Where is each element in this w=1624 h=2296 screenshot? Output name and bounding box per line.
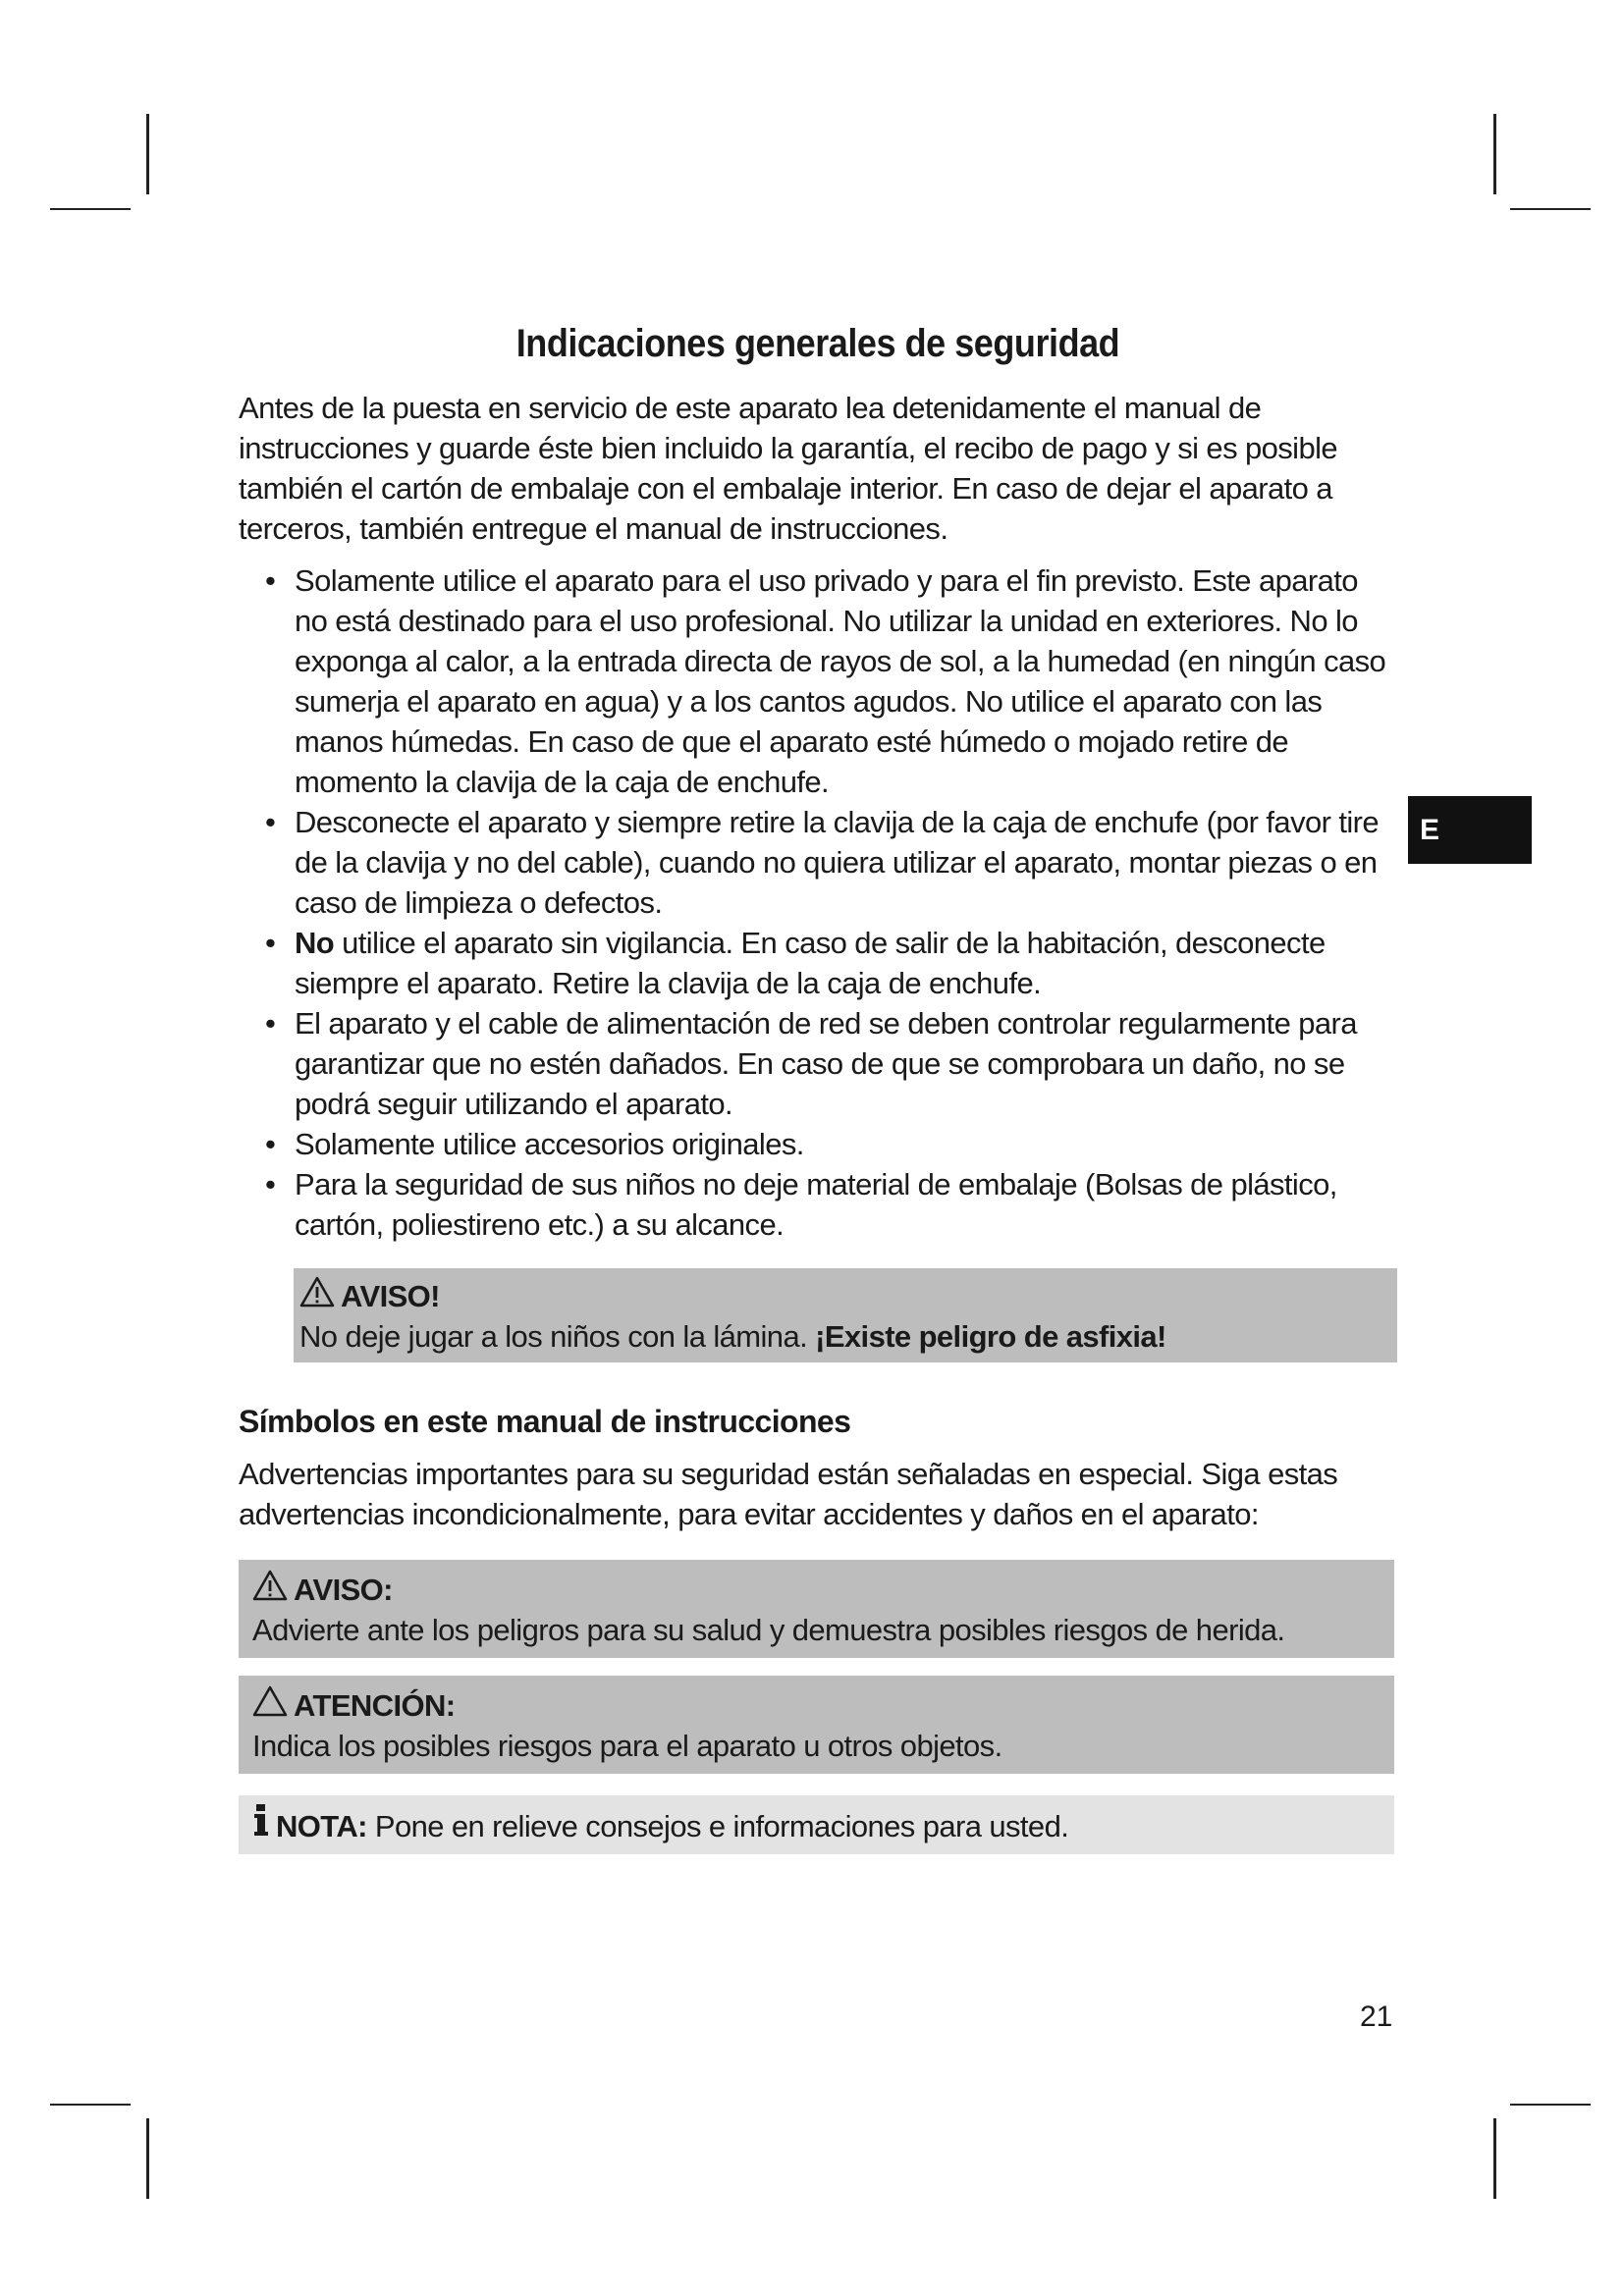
info-icon	[252, 1803, 270, 1848]
page-content	[239, 322, 1397, 1854]
warning-triangle-icon	[299, 1276, 335, 1317]
intro-paragraph: Antes de la puesta en servicio de este aparato lea detenidamente el manual de instrucciones y guarde éste bien incluido la garantía, el recibo de pago y si es posible también el cartón de embalaje con el embalaje interior. En caso de dejar el aparato a terceros, también entregue el manual de instrucciones.	[239, 391, 1338, 546]
list-item: • Para la seguridad de sus niños no deje material de embalaje (Bolsas de plástico, cartón, poliestireno etc.) a su alcance.	[265, 1167, 1337, 1242]
list-item: • El aparato y el cable de alimentación de red se deben controlar regularmente para garantizar que no estén dañados. En caso de que se comprobara un daño, no se podrá seguir utilizando el aparato.	[265, 1006, 1357, 1121]
warning-emphasis: ¡Existe peligro de asfixia!	[815, 1319, 1166, 1354]
list-item: • Solamente utilice accesorios originales.	[265, 1127, 804, 1161]
atencion-label: ATENCIÓN:	[294, 1688, 456, 1723]
warning-label: AVISO!	[341, 1279, 440, 1313]
aviso-box	[239, 1560, 1394, 1658]
crop-mark	[1493, 114, 1496, 194]
aviso-text: Advierte ante los peligros para su salud y demuestra posibles riesgos de herida.	[252, 1613, 1285, 1647]
warning-text: No deje jugar a los niños con la lámina.	[299, 1319, 816, 1354]
nota-box	[239, 1795, 1394, 1854]
crop-mark	[1493, 2118, 1496, 2199]
crop-mark	[1510, 2104, 1591, 2106]
atencion-text: Indica los posibles riesgos para el aparato u otros objetos.	[252, 1729, 1002, 1763]
crop-mark	[50, 2104, 131, 2106]
crop-mark	[1510, 208, 1591, 210]
warning-triangle-icon	[252, 1570, 288, 1611]
crop-mark	[146, 114, 149, 194]
nota-text: Pone en relieve consejos e informaciones para usted.	[366, 1808, 1069, 1843]
aviso-label: AVISO:	[294, 1573, 393, 1607]
list-item: • No utilice el aparato sin vigilancia. En caso de salir de la habitación, desconecte siempre el aparato. Retire la clavija de la caja de enchufe.	[265, 926, 1326, 1000]
language-tab: E	[1408, 796, 1532, 864]
crop-mark	[50, 208, 131, 210]
symbols-title: Símbolos en este manual de instrucciones	[239, 1404, 851, 1439]
page-number: 21	[1360, 2001, 1393, 2033]
crop-mark	[146, 2118, 149, 2199]
page-title: Indicaciones generales de seguridad	[515, 322, 1120, 365]
caution-triangle-icon	[252, 1685, 288, 1727]
atencion-box	[239, 1676, 1394, 1774]
list-item: • Desconecte el aparato y siempre retire la clavija de la caja de enchufe (por favor tire de la clavija y no del cable), cuando no quiera utilizar el aparato, montar piezas o en caso de limpieza o defectos.	[265, 805, 1380, 920]
safety-list	[239, 561, 1397, 1245]
warning-box	[294, 1268, 1397, 1362]
symbols-intro: Advertencias importantes para su seguridad están señaladas en especial. Siga estas advertencias incondicionalmente, para evitar accidentes y daños en el aparato:	[239, 1457, 1338, 1531]
nota-label: NOTA:	[276, 1808, 367, 1843]
list-item: • Solamente utilice el aparato para el uso privado y para el fin previsto. Este aparato no está destinado para el uso profesional. No utilizar la unidad en exteriores. No lo exponga al calor, a la entrada directa de rayos de sol, a la humedad (en ningún caso sumerja el aparato en agua) y a los cantos agudos. No utilice el aparato con las manos húmedas. En caso de que el aparato esté húmedo o mojado retire de momento la clavija de la caja de enchufe.	[265, 563, 1386, 799]
